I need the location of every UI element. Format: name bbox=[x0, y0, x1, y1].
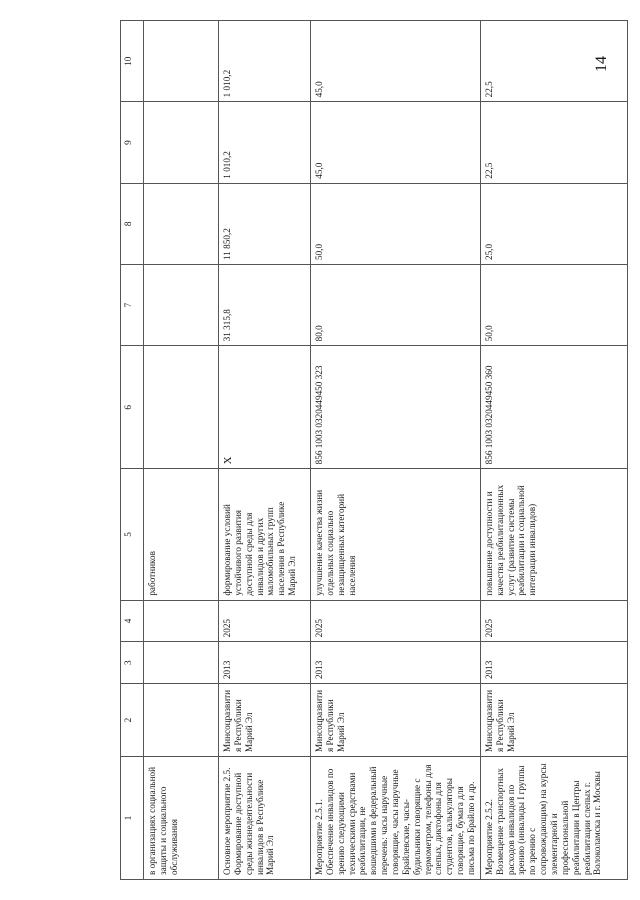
table-row bbox=[311, 21, 481, 880]
cell-start-year: 2013 bbox=[219, 642, 311, 684]
cell-value-10: 1 010,2 bbox=[219, 21, 311, 102]
cell-end-year: 2025 bbox=[219, 600, 311, 642]
cell-value-8: 50,0 bbox=[311, 183, 481, 264]
cell-value-7 bbox=[144, 265, 219, 346]
cell-result: формирование условий устойчивого развития доступной среды для инвалидов и других маломобильных групп населения в Республике Марий Эл bbox=[219, 469, 311, 600]
cell-result: работников bbox=[144, 469, 219, 600]
cell-executor bbox=[144, 684, 219, 757]
cell-start-year: 2013 bbox=[480, 642, 627, 684]
cell-end-year bbox=[144, 600, 219, 642]
cell-executor: Минсоцразвития Республики Марий Эл bbox=[480, 684, 627, 757]
column-header-3: 3 bbox=[121, 642, 144, 684]
program-table bbox=[120, 20, 628, 880]
cell-budget-code bbox=[144, 346, 219, 469]
cell-executor: Минсоцразвития Республики Марий Эл bbox=[311, 684, 481, 757]
cell-result: улучшение качества жизни отдельных социально незащищенных категорий населения bbox=[311, 469, 481, 600]
cell-start-year: 2013 bbox=[311, 642, 481, 684]
document-sheet bbox=[120, 20, 640, 880]
table-row bbox=[144, 21, 219, 880]
cell-executor: Минсоцразвития Республики Марий Эл bbox=[219, 684, 311, 757]
cell-value-9: 45,0 bbox=[311, 102, 481, 183]
column-header-2: 2 bbox=[121, 684, 144, 757]
cell-activity: Мероприятие 2.5.2. Возмещение транспортных расходов инвалидов по зрению (инвалиды I группы по зрению с сопровождающим) на курсы элементарной и профессиональной реабилитации в Центры реабилитации слепых г. Волоколамска и г. Москвы bbox=[480, 757, 627, 880]
cell-value-8: 11 850,2 bbox=[219, 183, 311, 264]
table-header-row bbox=[121, 21, 144, 880]
column-header-1: 1 bbox=[121, 757, 144, 880]
column-header-7: 7 bbox=[121, 265, 144, 346]
table-row bbox=[219, 21, 311, 880]
column-header-5: 5 bbox=[121, 469, 144, 600]
cell-start-year bbox=[144, 642, 219, 684]
cell-value-10: 22,5 bbox=[480, 21, 627, 102]
cell-activity: Основное мероприятие 2.5. Формирование доступной среды жизнедеятельности инвалидов в Республике Марий Эл bbox=[219, 757, 311, 880]
column-header-6: 6 bbox=[121, 346, 144, 469]
cell-budget-code: 856 1003 0320449450 360 bbox=[480, 346, 627, 469]
cell-value-9: 22,5 bbox=[480, 102, 627, 183]
cell-value-9: 1 010,2 bbox=[219, 102, 311, 183]
column-header-8: 8 bbox=[121, 183, 144, 264]
column-header-9: 9 bbox=[121, 102, 144, 183]
cell-activity: Мероприятие 2.5.1. Обеспечение инвалидов по зрению следующими техническими средствами реабилитации, не вошедшими в федеральный перечень: часы наручные говорящие, часы наручные Брайлевские, часы-будильники говорящие с термометром, телефоны для слепых, диктофоны для студентов, калькуляторы говорящие, бумага для письма по Брайлю и др. bbox=[311, 757, 481, 880]
cell-result: повышение доступности и качества реабилитационных услуг (развитие системы реабилитации и социальной интеграции инвалидов) bbox=[480, 469, 627, 600]
cell-end-year: 2025 bbox=[311, 600, 481, 642]
table-row bbox=[480, 21, 627, 880]
cell-activity: в организациях социальной защиты и социального обслуживания bbox=[144, 757, 219, 880]
cell-value-9 bbox=[144, 102, 219, 183]
cell-value-10: 45,0 bbox=[311, 21, 481, 102]
cell-value-7: 50,0 bbox=[480, 265, 627, 346]
column-header-4: 4 bbox=[121, 600, 144, 642]
cell-value-7: 31 315,8 bbox=[219, 265, 311, 346]
cell-value-8: 25,0 bbox=[480, 183, 627, 264]
cell-value-8 bbox=[144, 183, 219, 264]
column-header-10: 10 bbox=[121, 21, 144, 102]
cell-budget-code: X bbox=[219, 346, 311, 469]
cell-budget-code: 856 1003 0320449450 323 bbox=[311, 346, 481, 469]
cell-end-year: 2025 bbox=[480, 600, 627, 642]
cell-value-10 bbox=[144, 21, 219, 102]
page-number: 14 bbox=[593, 56, 610, 72]
cell-value-7: 80,0 bbox=[311, 265, 481, 346]
